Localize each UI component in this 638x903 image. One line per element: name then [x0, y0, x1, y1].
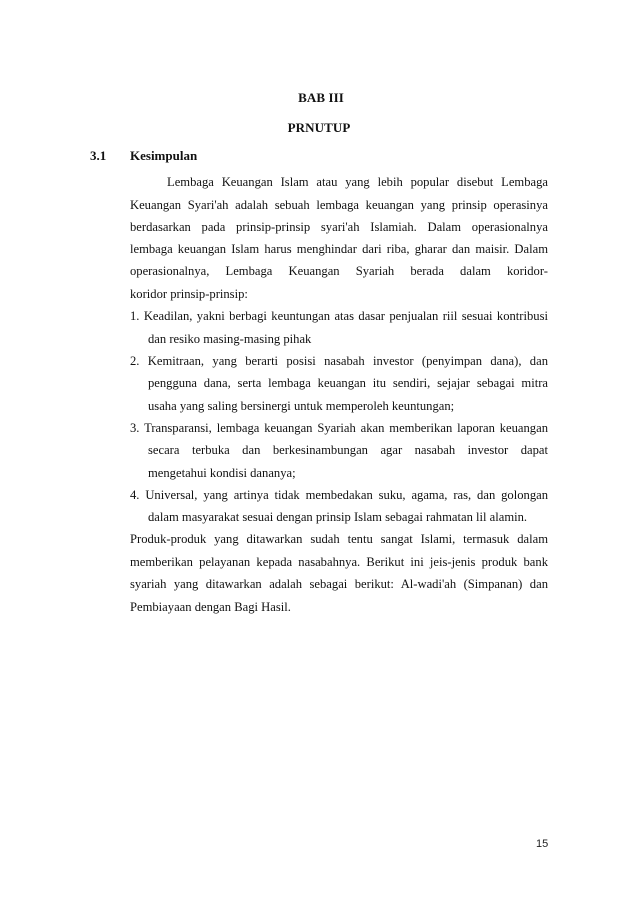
paragraph-closing-line: memberikan pelayanan kepada nasabahnya. Berikut ini jeis-jenis produk bank	[130, 555, 548, 569]
list-item-line: 3. Transparansi, lembaga keuangan Syariah akan memberikan laporan keuangan	[130, 421, 548, 435]
page-number: 15	[536, 838, 549, 850]
list-item-line: 1. Keadilan, yakni berbagi keuntungan atas dasar penjualan riil sesuai kontribusi	[130, 309, 548, 323]
list-item-line: dan resiko masing-masing pihak	[148, 332, 312, 346]
chapter-label: BAB III	[298, 90, 344, 105]
paragraph-closing-line: Pembiayaan dengan Bagi Hasil.	[130, 600, 291, 614]
paragraph-intro-line: Lembaga Keuangan Islam atau yang lebih popular disebut Lembaga	[167, 175, 548, 189]
paragraph-intro-line: lembaga keuangan Islam harus menghindar dari riba, gharar dan maisir. Dalam	[130, 242, 548, 256]
paragraph-intro-line: koridor prinsip-prinsip:	[130, 287, 248, 301]
list-item-line: secara terbuka dan berkesinambungan agar nasabah investor dapat	[148, 443, 548, 457]
paragraph-intro-line: operasionalnya, Lembaga Keuangan Syariah berada dalam koridor-	[130, 264, 548, 278]
list-item-line: mengetahui kondisi dananya;	[148, 466, 296, 480]
chapter-title: PRNUTUP	[287, 120, 351, 135]
list-item-line: usaha yang saling bersinergi untuk memperoleh keuntungan;	[148, 399, 455, 413]
list-item-line: 4. Universal, yang artinya tidak membedakan suku, agama, ras, dan golongan	[130, 488, 548, 502]
list-item-line: pengguna dana, serta lembaga keuangan itu sendiri, sejajar sebagai mitra	[148, 376, 548, 390]
list-item-line: dalam masyarakat sesuai dengan prinsip Islam sebagai rahmatan lil alamin.	[148, 510, 528, 524]
list-item-line: 2. Kemitraan, yang berarti posisi nasabah investor (penyimpan dana), dan	[130, 354, 548, 368]
paragraph-closing-line: Produk-produk yang ditawarkan sudah tentu sangat Islami, termasuk dalam	[130, 532, 548, 546]
paragraph-closing-line: syariah yang ditawarkan adalah sebagai berikut: Al-wadi'ah (Simpanan) dan	[130, 577, 548, 591]
section-title: Kesimpulan	[130, 148, 198, 163]
paragraph-intro-line: Keuangan Syari'ah adalah sebuah lembaga keuangan yang prinsip operasinya	[130, 198, 548, 212]
paragraph-intro-line: berdasarkan pada prinsip-prinsip syari'ah Islamiah. Dalam operasionalnya	[130, 220, 548, 234]
section-number: 3.1	[90, 148, 107, 163]
